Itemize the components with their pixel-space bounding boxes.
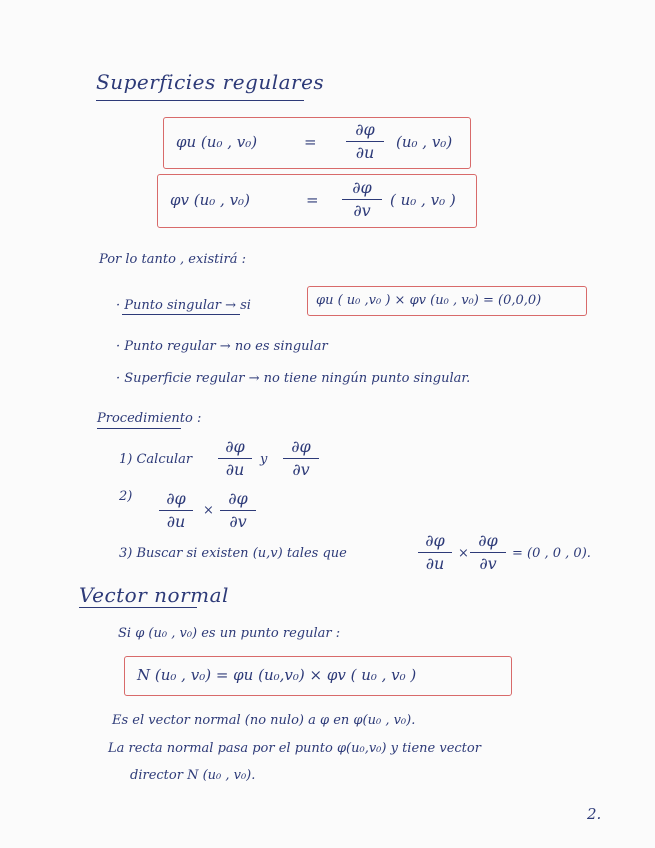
- intro-text: Por lo tanto , existirá :: [99, 252, 247, 267]
- fraction-denominator: ∂v: [353, 201, 371, 220]
- formula-box-phi-u: [163, 117, 471, 169]
- fraction-bar: [418, 552, 452, 553]
- formula-box-normal-vector: [124, 656, 512, 696]
- page-number: 2.: [587, 805, 602, 823]
- fraction-dphi-du: [346, 121, 384, 162]
- fraction-denominator: ∂u: [166, 512, 186, 531]
- bullet-underline: [122, 314, 240, 315]
- fraction-numerator: ∂φ: [478, 531, 498, 550]
- normal-vector-description: Es el vector normal (no nulo) a φ en φ(u₀ , v₀).: [112, 713, 416, 728]
- step3-rhs: = (0 , 0 , 0).: [512, 546, 591, 561]
- fraction-numerator: ∂φ: [425, 531, 445, 550]
- singular-condition: φu ( u₀ ,v₀ ) × φv (u₀ , v₀) = (0,0,0): [316, 293, 542, 308]
- formula-args: ( u₀ , v₀ ): [390, 191, 456, 209]
- fraction-dphi-dv: [283, 438, 319, 479]
- normal-line-director: director N (u₀ , v₀).: [130, 768, 256, 783]
- vector-normal-condition: Si φ (u₀ , v₀) es un punto regular :: [118, 626, 341, 641]
- fraction-bar: [346, 141, 384, 142]
- fraction-denominator: ∂u: [355, 143, 375, 162]
- section-title-superficies: Superficies regulares: [96, 70, 325, 94]
- fraction-denominator: ∂u: [425, 554, 445, 573]
- fraction-bar: [218, 458, 252, 459]
- fraction-dphi-dv: [470, 532, 506, 573]
- procedure-underline: [97, 428, 181, 429]
- step1-label: 1) Calcular: [119, 452, 193, 467]
- step2-label: 2): [119, 489, 133, 504]
- fraction-numerator: ∂φ: [352, 178, 372, 197]
- fraction-bar: [159, 510, 193, 511]
- normal-line-description: La recta normal pasa por el punto φ(u₀,v₀) y tiene vector: [108, 741, 481, 756]
- fraction-bar: [220, 510, 256, 511]
- fraction-numerator: ∂φ: [225, 437, 245, 456]
- fraction-dphi-dv: [220, 490, 256, 531]
- formula-equals: =: [306, 191, 319, 209]
- fraction-denominator: ∂v: [292, 460, 310, 479]
- fraction-numerator: ∂φ: [228, 489, 248, 508]
- fraction-numerator: ∂φ: [291, 437, 311, 456]
- procedure-title: Procedimiento :: [97, 411, 202, 426]
- title-underline: [96, 100, 304, 101]
- step3-operator: ×: [458, 546, 469, 561]
- section-title-vector-normal: Vector normal: [79, 583, 229, 607]
- fraction-bar: [283, 458, 319, 459]
- fraction-dphi-du: [218, 438, 252, 479]
- fraction-dphi-du: [159, 490, 193, 531]
- formula-box-singular: [307, 286, 587, 316]
- bullet-punto-singular: · Punto singular → si: [116, 298, 251, 313]
- fraction-dphi-dv: [342, 179, 382, 220]
- step2-operator: ×: [203, 503, 214, 518]
- bullet-superficie-regular: · Superficie regular → no tiene ningún punto singular.: [116, 371, 471, 386]
- fraction-denominator: ∂u: [225, 460, 245, 479]
- formula-args: (u₀ , v₀): [396, 133, 453, 151]
- fraction-numerator: ∂φ: [355, 120, 375, 139]
- title-underline: [79, 607, 197, 608]
- fraction-bar: [470, 552, 506, 553]
- fraction-numerator: ∂φ: [166, 489, 186, 508]
- step1-separator: y: [260, 452, 268, 467]
- bullet-punto-regular: · Punto regular → no es singular: [116, 339, 328, 354]
- fraction-denominator: ∂v: [479, 554, 497, 573]
- fraction-bar: [342, 199, 382, 200]
- formula-lhs: φu (u₀ , v₀): [176, 133, 258, 151]
- fraction-dphi-du: [418, 532, 452, 573]
- formula-lhs: φv (u₀ , v₀): [170, 191, 250, 209]
- step3-label: 3) Buscar si existen (u,v) tales que: [119, 546, 347, 561]
- formula-equals: =: [304, 133, 317, 151]
- fraction-denominator: ∂v: [229, 512, 247, 531]
- normal-vector-formula: N (u₀ , v₀) = φu (u₀,v₀) × φv ( u₀ , v₀ ): [137, 666, 417, 684]
- formula-box-phi-v: [157, 174, 477, 228]
